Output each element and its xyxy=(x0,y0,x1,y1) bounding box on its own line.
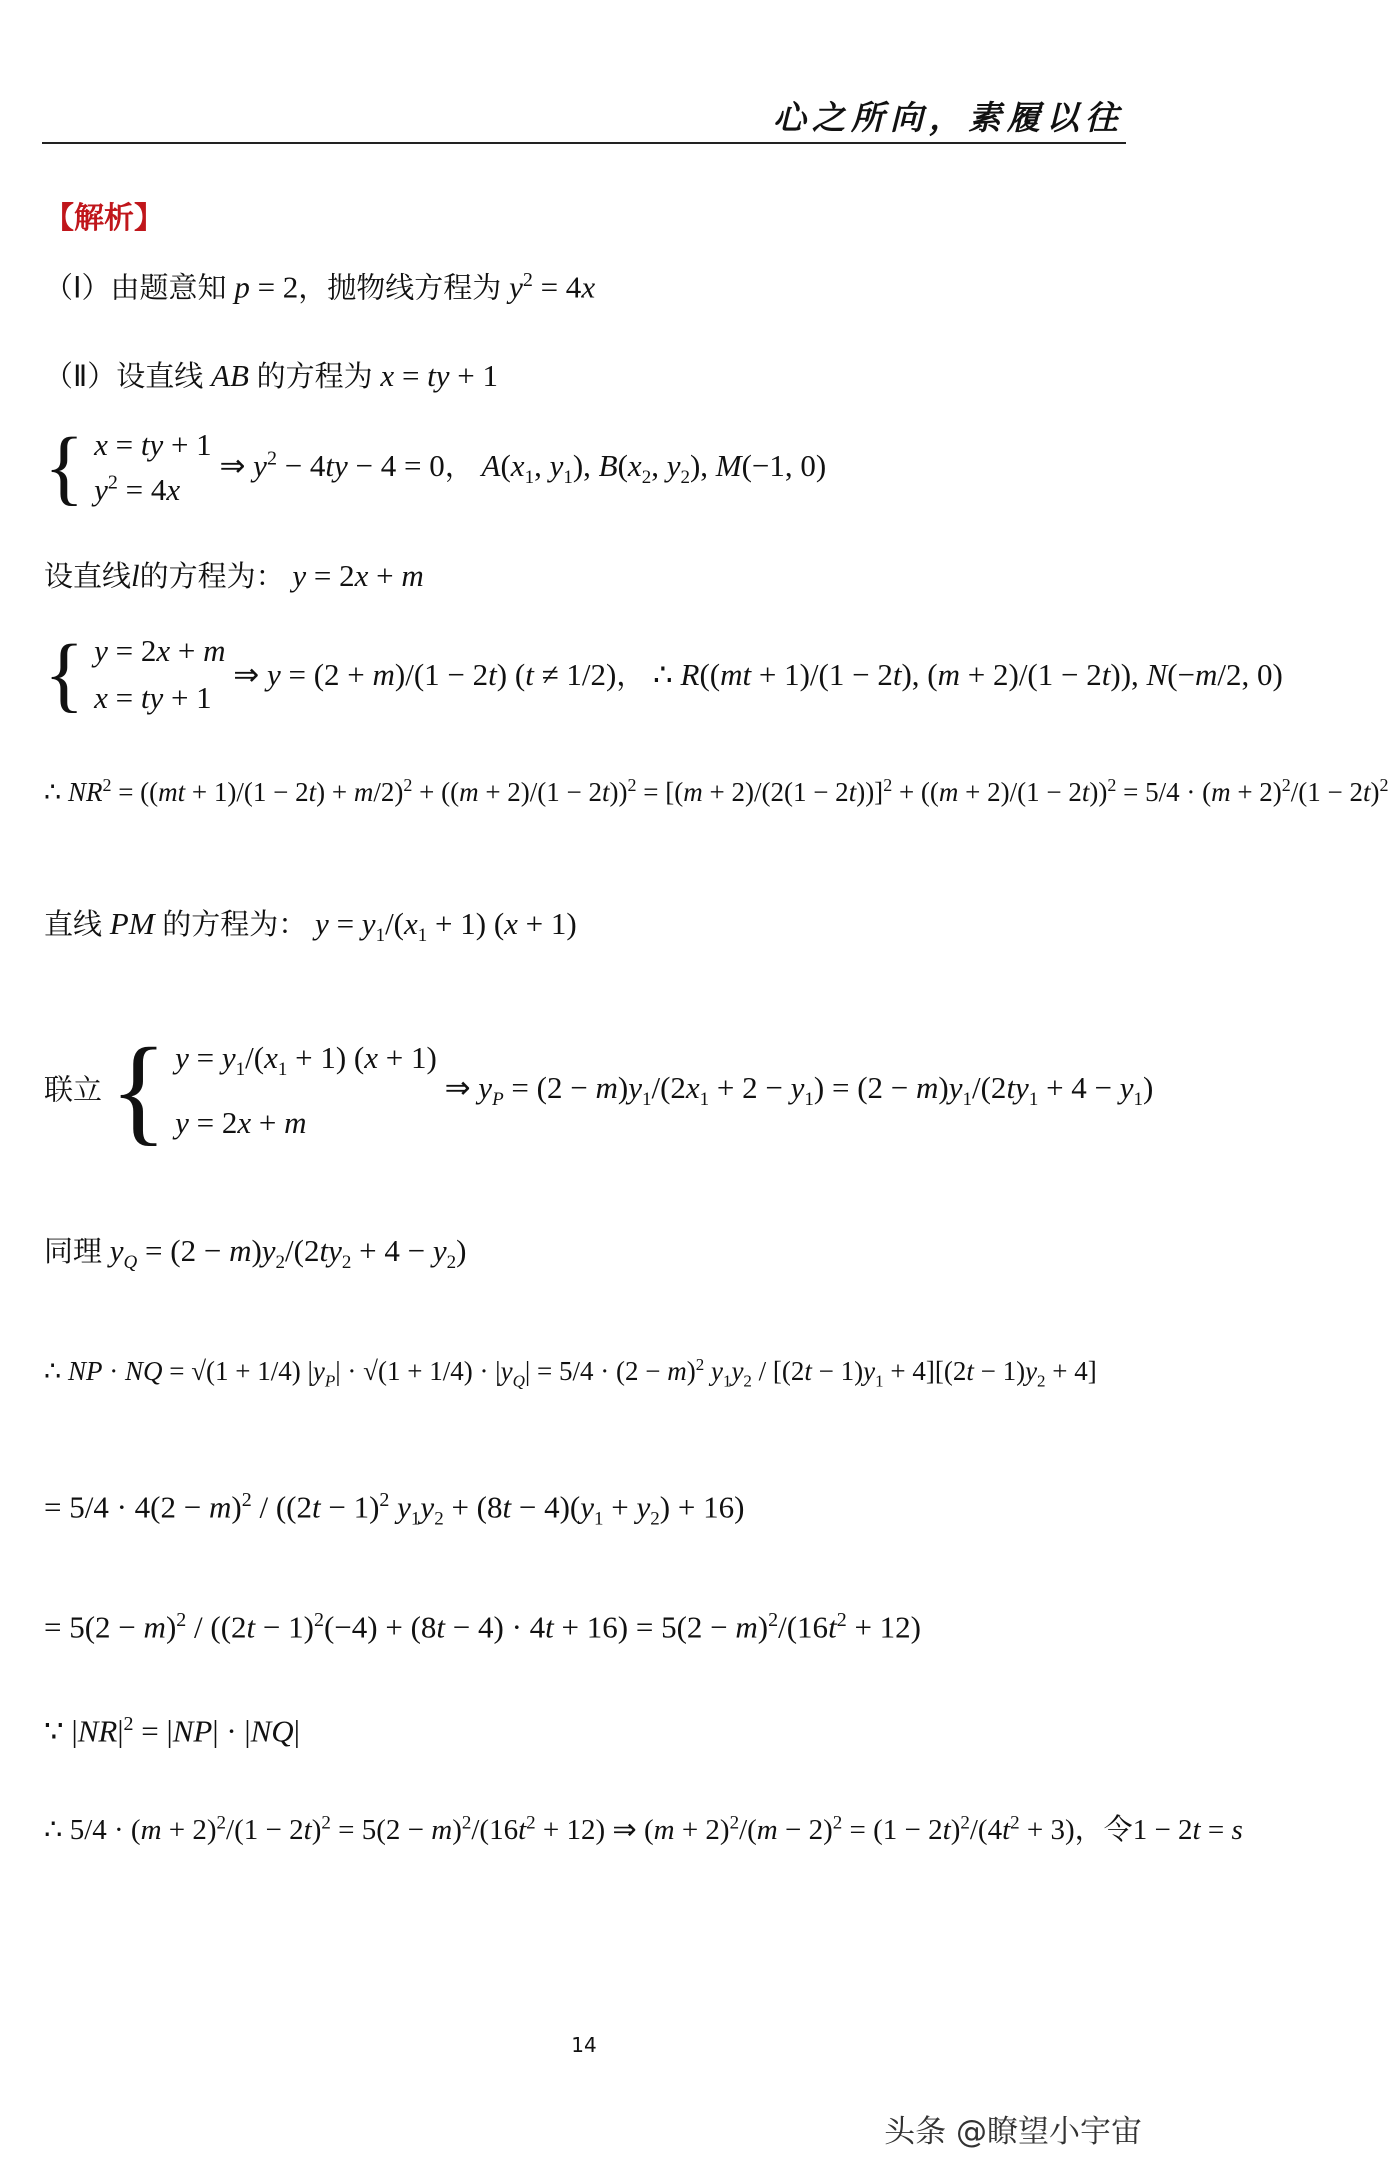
solution-line-6: ∴ $NR^2 = ((mt + 1)/(1 - 2t) + m/2)^2 + ((m + 2)/(1 - 2t))^2 = [(m + 2)/(2(1 - 2t))]^2 + ((m + 2)/(1 - 2t))^2 = 5/4 \cdot (m + 2)^2/(1 - 2t)^2$ xyxy=(44,775,1389,807)
page-number: 14 xyxy=(571,2033,597,2057)
solution-line-9: 同理 $y_Q = (2 - m)y_2/(2ty_2 + 4 - y_2)$ xyxy=(44,1233,467,1274)
solution-line-8: 联立 { $y = y_1/(x_1 + 1) (x + 1)$ y = 2x + m ⇒ $y_P = (2 - m)y_1/(2x_1 + 2 - y_1) = (2 - m)y_1/(2ty_1 + 4 - y_1)$ xyxy=(44,1023,1154,1157)
solution-line-13: ∵ $|NR|^2 = |NP| \cdot |NQ|$ xyxy=(44,1713,300,1749)
solution-line-5: { y = 2x + m x = ty + 1 ⇒ y = (2 + m)/(1 − 2t) (t ≠ 1/2)， ∴ R((mt + 1)/(1 − 2t), (m + 2)/(1 − 2t)), N(−m/2, 0) xyxy=(44,627,1283,721)
header-motto: 心之所向，素履以往 xyxy=(773,98,1124,137)
section-title: 【解析】 xyxy=(44,201,164,236)
solution-line-10: ∴ NP · NQ = √(1 + 1/4) $|y_P| \cdot √(1 + 1/4) \cdot |y_Q| = 5/4 \cdot (2 - m)^2$ $y_1y_2 / [(2t - 1)y_1 + 4][(2t - 1)y_2 + 4]$ xyxy=(44,1355,1097,1391)
solution-line-11: = $5/4 \cdot 4(2 - m)^2 / ((2t - 1)^2$ $y_1y_2 + (8t - 4)(y_1 + y_2) + 16$) xyxy=(44,1489,745,1530)
solution-line-3: { x = ty + 1 $y^2 = 4x$ ⇒ $y^2 - 4ty - 4 = 0$， $A(x_1$, $y_1$), $B(x_2$, $y_2$), M(−1, 0) xyxy=(44,420,827,514)
solution-line-4: 设直线l的方程为： y = 2x + m xyxy=(44,558,424,593)
watermark: 头条 @瞭望小宇宙 xyxy=(884,2114,1142,2150)
solution-line-14: ∴ $5/4 \cdot (m + 2)^2/(1 - 2t)^2 = 5(2 - m)^2/(16t^2 + 12)$ ⇒ $(m + 2)^2/(m - 2)^2 = (1 - 2t)^2/(4t^2 + 3)$，令1 − 2t = s xyxy=(44,1812,1243,1846)
solution-line-2: （Ⅱ）设直线 AB 的方程为 x = ty + 1 xyxy=(44,358,499,393)
header-rule xyxy=(42,142,1126,144)
solution-line-12: = $5(2 - m)^2 / ((2t - 1)^2(-4) + (8t - 4) \cdot 4t + 16) = 5(2 - m)^2/(16t^2 + 12)$ xyxy=(44,1609,921,1645)
solution-line-1: （Ⅰ）由题意知 p = 2，抛物线方程为 $y^2 = 4x$ xyxy=(44,269,596,305)
solution-line-7: 直线 PM 的方程为： $y = y_1/(x_1 + 1) (x + 1)$ xyxy=(44,906,577,947)
